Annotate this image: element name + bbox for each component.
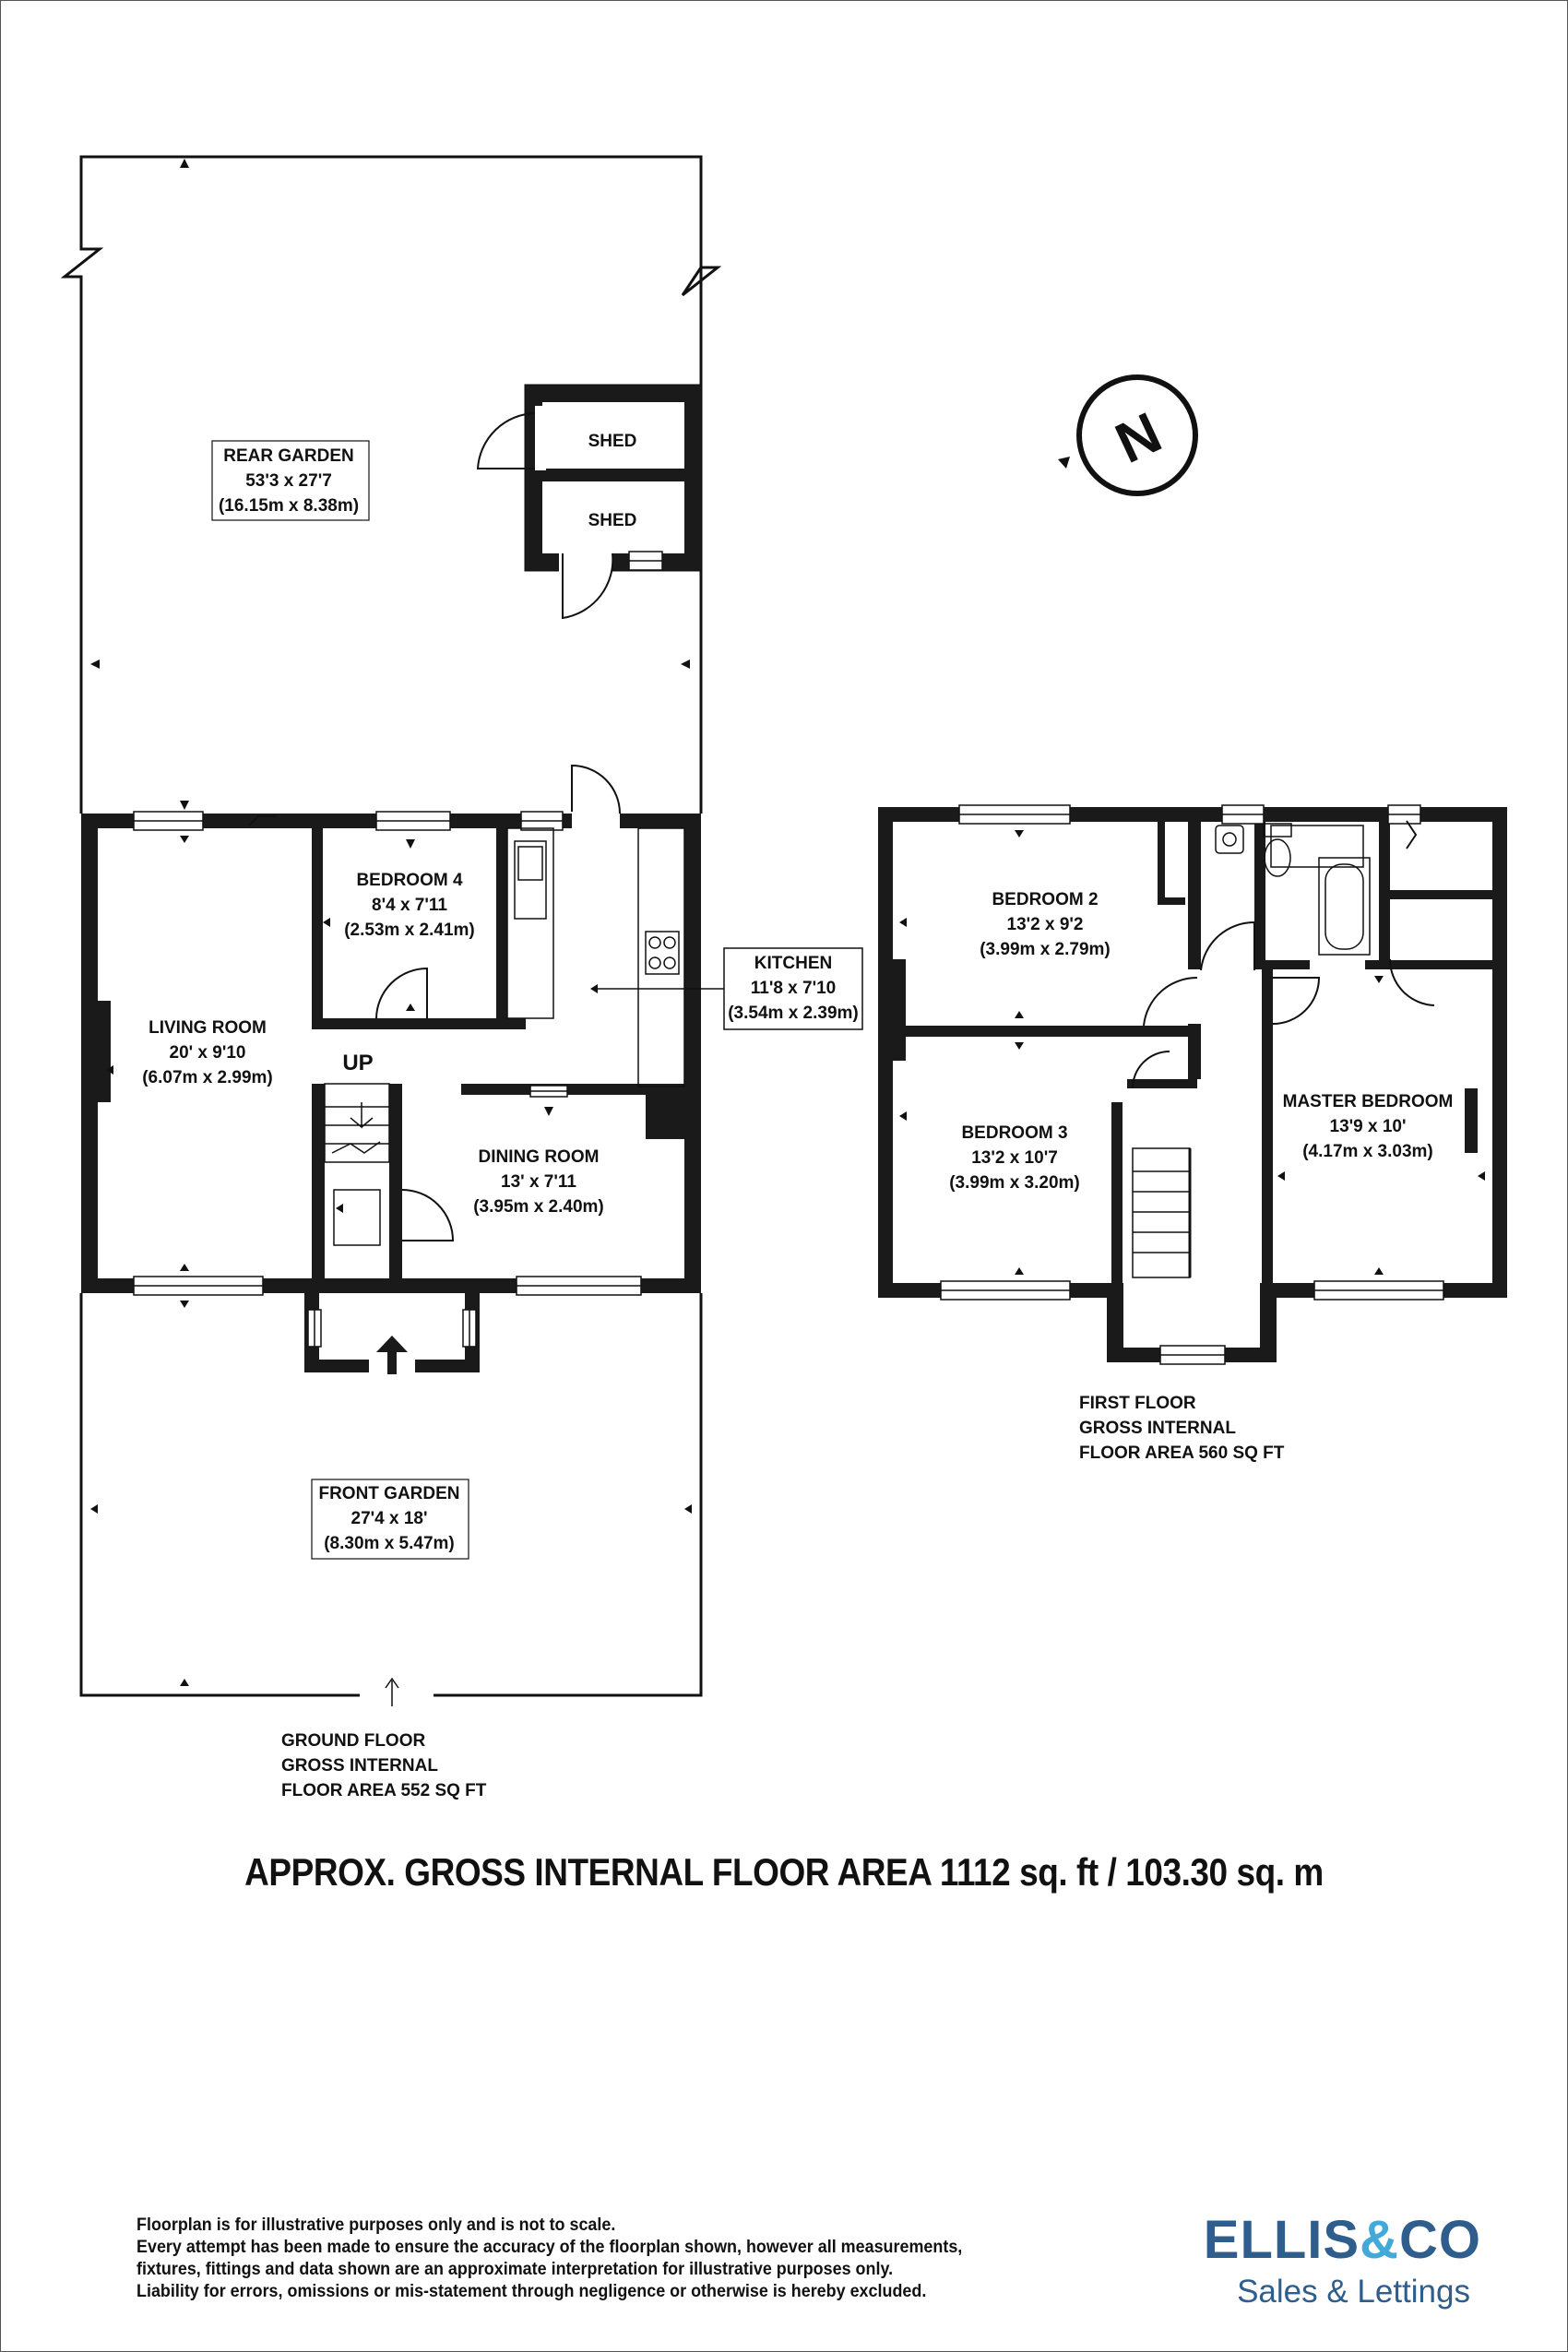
bedroom-4-metric: (2.53m x 2.41m): [344, 921, 475, 940]
first-floor-line2: GROSS INTERNAL: [1079, 1419, 1236, 1438]
bedroom-4-name: BEDROOM 4: [356, 871, 463, 890]
ground-floor-line2: GROSS INTERNAL: [281, 1756, 438, 1776]
bedroom-2-dims: 13'2 x 9'2: [1006, 915, 1084, 934]
front-garden-metric: (8.30m x 5.47m): [324, 1534, 455, 1553]
ground-floor-line3: FLOOR AREA 552 SQ FT: [281, 1781, 487, 1800]
rear-garden-boundary: [65, 157, 718, 814]
disclaimer-line: Floorplan is for illustrative purposes only and is not to scale.: [137, 2215, 616, 2235]
bathroom-fittings: [1216, 824, 1370, 955]
rear-garden-dims: 53'3 x 27'7: [245, 471, 332, 491]
shed-1-name: SHED: [588, 432, 637, 451]
logo-brand-2: CO: [1399, 2210, 1481, 2270]
disclaimer: [137, 2214, 1019, 2302]
living-room-dims: 20' x 9'10: [169, 1043, 246, 1063]
logo-ampersand: &: [1360, 2210, 1399, 2270]
first-floor-walls: [878, 807, 1507, 1362]
shed-block: [478, 386, 701, 618]
compass-north-icon: [1058, 377, 1195, 493]
disclaimer-line: Liability for errors, omissions or mis-statement through negligence or otherwise is hereby excluded.: [137, 2281, 927, 2301]
room-labels: [142, 432, 1453, 1559]
kitchen-dims: 11'8 x 7'10: [750, 979, 837, 998]
front-garden-dims: 27'4 x 18': [350, 1509, 428, 1528]
total-floor-area: APPROX. GROSS INTERNAL FLOOR AREA 1112 sq. ft / 103.30 sq. m: [244, 1850, 1324, 1894]
rear-garden-name: REAR GARDEN: [223, 446, 354, 466]
first-floor-line3: FLOOR AREA 560 SQ FT: [1079, 1443, 1285, 1463]
bedroom-2-metric: (3.99m x 2.79m): [980, 940, 1111, 959]
master-bedroom-name: MASTER BEDROOM: [1282, 1092, 1454, 1111]
logo-brand: ELLIS: [1203, 2210, 1360, 2270]
bedroom-3-name: BEDROOM 3: [961, 1123, 1068, 1143]
stairs-up-label: UP: [342, 1051, 374, 1075]
ground-floor-line1: GROUND FLOOR: [281, 1731, 426, 1751]
living-room-name: LIVING ROOM: [148, 1018, 267, 1038]
floor-area-notes: [281, 1394, 1285, 1800]
kitchen-fittings: [507, 828, 684, 1087]
master-bedroom-metric: (4.17m x 3.03m): [1302, 1142, 1433, 1161]
shed-2-name: SHED: [588, 511, 637, 530]
kitchen-name: KITCHEN: [754, 954, 833, 973]
master-bedroom-dims: 13'9 x 10': [1329, 1117, 1407, 1136]
ground-floor-stairs: [325, 1084, 389, 1245]
kitchen-metric: (3.54m x 2.39m): [728, 1004, 859, 1023]
front-garden-name: FRONT GARDEN: [318, 1484, 460, 1503]
first-floor-line1: FIRST FLOOR: [1079, 1394, 1196, 1413]
bedroom-3-metric: (3.99m x 3.20m): [949, 1173, 1080, 1193]
first-floor-stairs: [1133, 1148, 1190, 1277]
logo-wordmark: [1204, 2209, 1481, 2271]
bedroom-4-dims: 8'4 x 7'11: [372, 896, 447, 915]
living-room-metric: (6.07m x 2.99m): [142, 1068, 273, 1087]
disclaimer-line: fixtures, fittings and data shown are an approximate interpretation for illustrative purposes only.: [137, 2259, 894, 2279]
compass-letter: N: [1106, 400, 1171, 476]
bedroom-3-dims: 13'2 x 10'7: [971, 1148, 1058, 1168]
dining-room-dims: 13' x 7'11: [501, 1172, 576, 1192]
dining-room-metric: (3.95m x 2.40m): [473, 1197, 604, 1217]
dining-room-name: DINING ROOM: [478, 1147, 600, 1167]
disclaimer-line: Every attempt has been made to ensure the accuracy of the floorplan shown, however all measurements,: [137, 2237, 963, 2257]
door-swings: [249, 766, 620, 1241]
logo-tagline: Sales & Lettings: [1237, 2274, 1470, 2310]
rear-garden-metric: (16.15m x 8.38m): [218, 496, 360, 516]
bedroom-2-name: BEDROOM 2: [992, 890, 1099, 909]
company-logo: [1094, 2209, 1481, 2310]
